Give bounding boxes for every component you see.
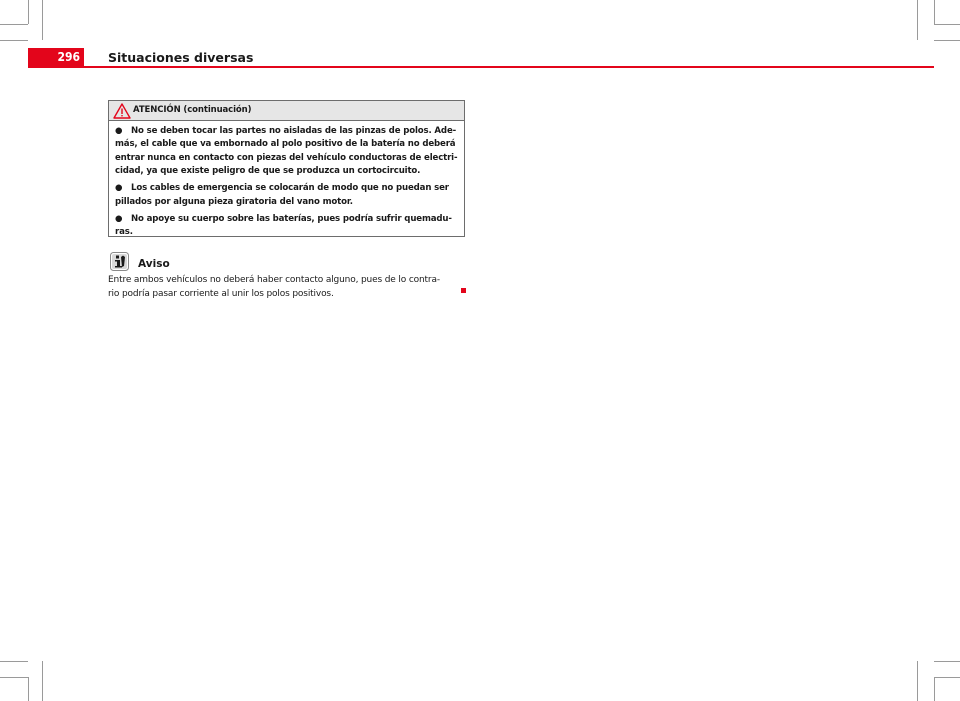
warning-line: ras. (115, 227, 133, 238)
crop-mark (0, 677, 28, 678)
warning-line: cidad, ya que existe peligro de que se produzca un cortocircuito. (115, 166, 421, 177)
note-line: rio podría pasar corriente al unir los polos positivos. (108, 288, 334, 299)
note-text (108, 274, 440, 301)
crop-mark (42, 661, 43, 701)
crop-mark (917, 661, 918, 701)
note-title: Aviso (138, 258, 170, 270)
info-icon (110, 252, 129, 271)
bullet: ● (115, 183, 123, 194)
crop-mark (934, 0, 935, 24)
warning-body (109, 121, 464, 240)
warning-triangle-icon (113, 103, 131, 119)
header-rule (28, 66, 934, 68)
warning-text: Los cables de emergencia se colocarán de modo que no puedan ser (131, 183, 449, 194)
bullet: ● (115, 214, 123, 225)
crop-mark (0, 661, 28, 662)
section-title: Situaciones diversas (108, 50, 254, 65)
warning-item (115, 125, 458, 179)
crop-mark (42, 0, 43, 40)
end-of-section-mark (461, 288, 466, 293)
warning-item (115, 213, 458, 240)
crop-mark (934, 40, 960, 41)
crop-mark (0, 24, 28, 25)
note-line: Entre ambos vehículos no deberá haber contacto alguno, pues de lo contra- (108, 275, 440, 285)
crop-mark (917, 0, 918, 40)
crop-mark (934, 677, 960, 678)
crop-mark (0, 40, 28, 41)
warning-box (108, 100, 465, 237)
warning-line: más, el cable que va embornado al polo positivo de la batería no deberá (115, 139, 456, 150)
warning-text: No apoye su cuerpo sobre las baterías, pues podría sufrir quemadu- (131, 214, 452, 225)
page-number: 296 (28, 48, 84, 67)
crop-mark (934, 24, 960, 25)
warning-text: No se deben tocar las partes no aisladas de las pinzas de polos. Ade- (131, 126, 457, 136)
bullet: ● (115, 126, 123, 136)
crop-mark (28, 677, 29, 701)
crop-mark (934, 677, 935, 701)
crop-mark (934, 661, 960, 662)
warning-line (115, 213, 458, 226)
warning-line: pillados por alguna pieza giratoria del vano motor. (115, 196, 353, 207)
warning-line (115, 182, 458, 195)
crop-mark (28, 0, 29, 24)
warning-line (115, 125, 458, 138)
warning-line: entrar nunca en contacto con piezas del vehículo conductoras de electri- (115, 152, 458, 163)
warning-title: ATENCIÓN (continuación) (133, 105, 252, 115)
warning-header (109, 101, 464, 121)
warning-item (115, 182, 458, 209)
